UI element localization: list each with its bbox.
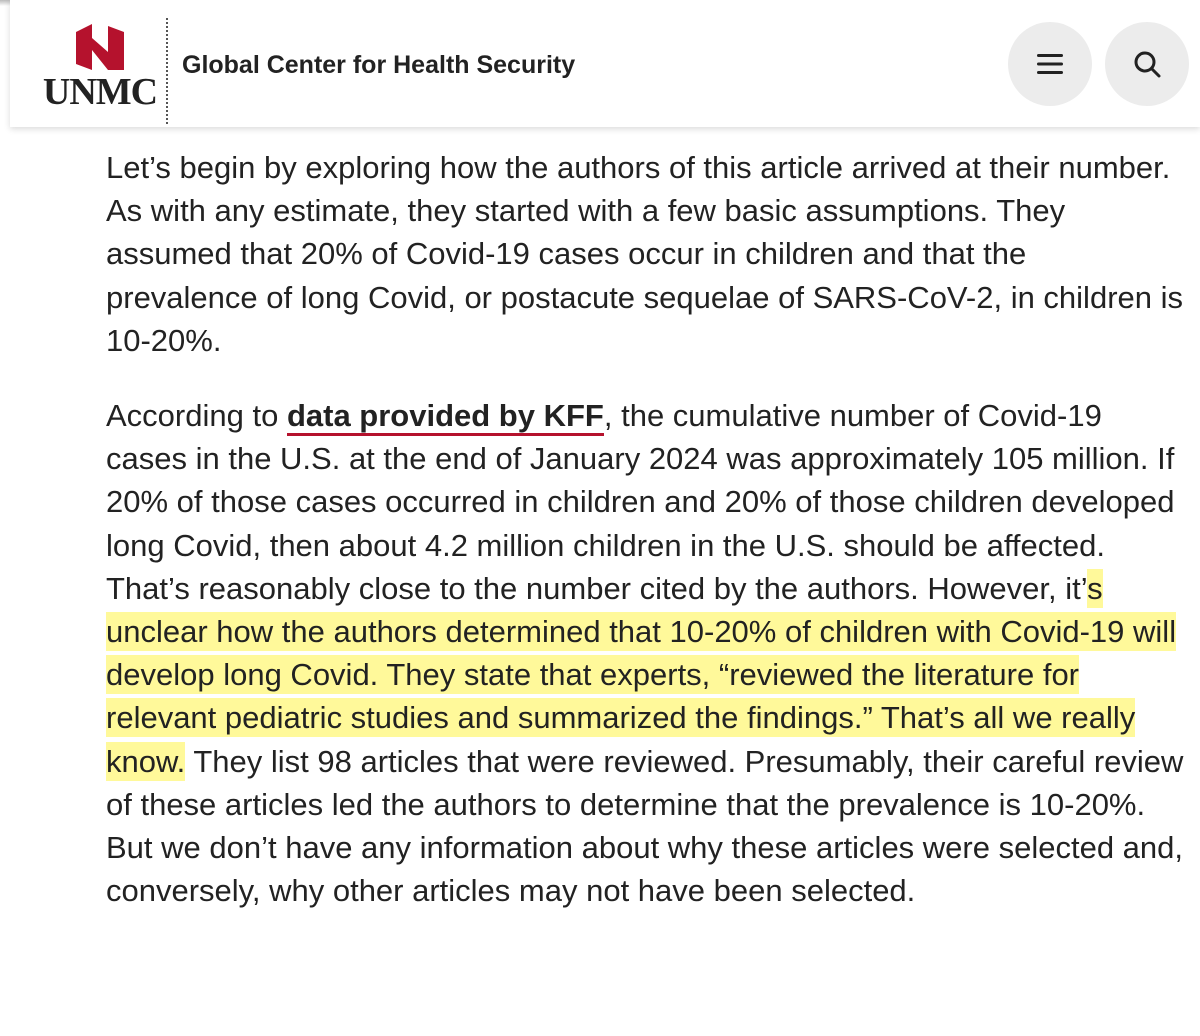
article-body <box>106 146 1186 912</box>
article-paragraph: Let’s begin by exploring how the authors of this article arrived at their number. As with any estimate, they started with a few basic assumptions. They assumed that 20% of Covid-19 cases occur in children and that the prevalence of long Covid, or postacute sequelae of SARS-CoV-2, in children is 10-20%. <box>106 150 1183 358</box>
paragraph-text: , the cumulative number of Covid-19 cases in the U.S. at the end of January 2024 was approximately 105 million. If 20% of those cases occurred in children and 20% of those children developed long Covid, then about 4.2 million children in the U.S. should be affected. That’s reasonably close to the number cited by the authors. However, it’ <box>106 398 1175 606</box>
site-title[interactable]: Global Center for Health Security <box>182 51 576 79</box>
unmc-n-emblem-icon <box>68 20 132 72</box>
kff-data-link[interactable]: data provided by KFF <box>287 398 604 436</box>
paragraph-text: According to <box>106 398 287 434</box>
paragraph-text: They list 98 articles that were reviewed. Presumably, their careful review of these articles led the authors to determine that the prevalence is 10-20%. But we don’t have any information about why these articles were selected and, conversely, why other articles may not have been selected. <box>106 743 1184 909</box>
hamburger-menu-icon <box>1035 49 1065 79</box>
logo-wordmark: UNMC <box>42 71 158 113</box>
highlighted-text: s unclear how the authors determined that 10-20% of children with Covid-19 will develop long Covid. They state that experts, “reviewed the literature for relevant pediatric studies and summarized the findings.” That’s all we really know. <box>106 570 1177 779</box>
search-button[interactable] <box>1105 22 1189 106</box>
site-header <box>10 0 1200 127</box>
header-divider <box>166 18 168 124</box>
menu-button[interactable] <box>1008 22 1092 106</box>
search-icon <box>1132 49 1162 79</box>
unmc-logo[interactable] <box>36 20 164 113</box>
article-paragraph <box>106 394 1186 912</box>
